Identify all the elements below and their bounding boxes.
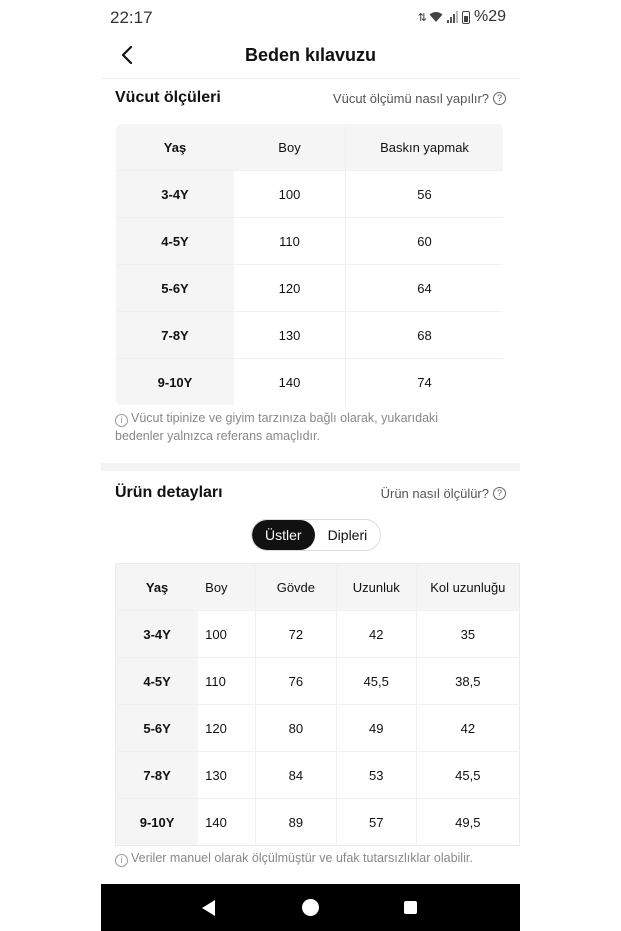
column-header-age: Yaş — [116, 564, 199, 611]
length-cell: 57 — [336, 799, 416, 846]
age-cell: 4-5Y — [116, 218, 235, 265]
chest-cell: 76 — [255, 658, 336, 705]
battery-icon — [462, 11, 470, 24]
chest-cell: 80 — [255, 705, 336, 752]
section-divider — [101, 463, 520, 471]
signal-icon — [447, 11, 458, 23]
age-cell: 9-10Y — [116, 799, 199, 846]
column-header-length: Uzunluk — [336, 564, 416, 611]
body-measure-help-text: Vücut ölçümü nasıl yapılır? — [332, 91, 489, 106]
height-cell: 140 — [234, 359, 346, 406]
table-row — [116, 359, 504, 406]
question-icon: ? — [493, 487, 506, 500]
product-note-text: Veriler manuel olarak ölçülmüştür ve ufak tutarsızlıklar olabilir. — [131, 851, 473, 865]
bust-cell: 60 — [346, 218, 504, 265]
column-header-height: Boy — [234, 124, 346, 171]
height-cell: 100 — [234, 171, 346, 218]
status-bar — [101, 0, 520, 34]
height-cell: 130 — [198, 752, 255, 799]
chest-cell: 72 — [255, 611, 336, 658]
age-cell: 9-10Y — [116, 359, 235, 406]
bust-cell: 68 — [346, 312, 504, 359]
sleeve-cell: 35 — [416, 611, 519, 658]
question-icon: ? — [493, 92, 506, 105]
length-cell: 49 — [336, 705, 416, 752]
table-row — [116, 658, 520, 705]
sleeve-cell: 42 — [416, 705, 519, 752]
android-nav-bar — [101, 884, 520, 931]
nav-recents-icon[interactable] — [404, 901, 417, 914]
column-header-age: Yaş — [116, 124, 235, 171]
length-cell: 53 — [336, 752, 416, 799]
height-cell: 110 — [234, 218, 346, 265]
length-cell: 42 — [336, 611, 416, 658]
height-cell: 120 — [198, 705, 255, 752]
status-icons — [418, 8, 506, 26]
body-note-line-2: bedenler yalnızca referans amaçlıdır. — [115, 429, 320, 443]
age-cell: 3-4Y — [116, 611, 199, 658]
height-cell: 100 — [198, 611, 255, 658]
body-measurements-title: Vücut ölçüleri — [115, 89, 221, 106]
table-row — [116, 799, 520, 846]
body-note-line-1: Vücut tipinize ve giyim tarzınıza bağlı olarak, yukarıdaki — [131, 411, 439, 425]
data-transfer-icon: ⇅ — [417, 11, 425, 24]
height-cell: 120 — [234, 265, 346, 312]
product-details-title: Ürün detayları — [115, 484, 223, 501]
battery-level: %29 — [473, 8, 506, 25]
bust-cell: 64 — [346, 265, 504, 312]
age-cell: 3-4Y — [116, 171, 235, 218]
table-header-row — [116, 564, 520, 611]
product-measure-help-link[interactable] — [381, 486, 506, 501]
column-header-sleeve: Kol uzunluğu — [416, 564, 519, 611]
wifi-icon — [429, 11, 443, 23]
table-row — [116, 171, 504, 218]
nav-home-icon[interactable] — [302, 899, 319, 916]
table-row — [116, 312, 504, 359]
age-cell: 5-6Y — [116, 705, 199, 752]
sleeve-cell: 38,5 — [416, 658, 519, 705]
body-measurements-table — [115, 123, 504, 406]
table-row — [116, 752, 520, 799]
table-row — [116, 705, 520, 752]
sleeve-cell: 49,5 — [416, 799, 519, 846]
tab-tops[interactable]: Üstler — [252, 520, 315, 550]
app-header — [101, 34, 520, 79]
nav-back-icon[interactable] — [202, 900, 215, 916]
column-header-height: Boy — [198, 564, 255, 611]
info-icon: i — [115, 414, 128, 427]
table-row — [116, 218, 504, 265]
table-header-row — [116, 124, 504, 171]
length-cell: 45,5 — [336, 658, 416, 705]
product-details-table — [115, 563, 520, 846]
chest-cell: 84 — [255, 752, 336, 799]
age-cell: 5-6Y — [116, 265, 235, 312]
product-measure-help-text: Ürün nasıl ölçülür? — [380, 486, 489, 501]
bust-cell: 74 — [346, 359, 504, 406]
chest-cell: 89 — [255, 799, 336, 846]
height-cell: 130 — [234, 312, 346, 359]
height-cell: 140 — [198, 799, 255, 846]
product-data-note — [115, 849, 473, 867]
garment-type-toggle — [251, 519, 381, 551]
body-size-note — [115, 409, 438, 445]
table-row — [116, 611, 520, 658]
page-title: Beden kılavuzu — [244, 45, 377, 65]
age-cell: 7-8Y — [116, 752, 199, 799]
status-time: 22:17 — [110, 8, 153, 27]
age-cell: 7-8Y — [116, 312, 235, 359]
sleeve-cell: 45,5 — [416, 752, 519, 799]
tab-bottoms[interactable]: Dipleri — [327, 527, 368, 543]
height-cell: 110 — [198, 658, 255, 705]
table-row — [116, 265, 504, 312]
app-screen — [101, 0, 520, 931]
bust-cell: 56 — [346, 171, 504, 218]
body-measure-help-link[interactable] — [333, 91, 506, 106]
info-icon: i — [115, 854, 128, 867]
column-header-chest: Gövde — [255, 564, 336, 611]
age-cell: 4-5Y — [116, 658, 199, 705]
column-header-bust: Baskın yapmak — [346, 124, 504, 171]
